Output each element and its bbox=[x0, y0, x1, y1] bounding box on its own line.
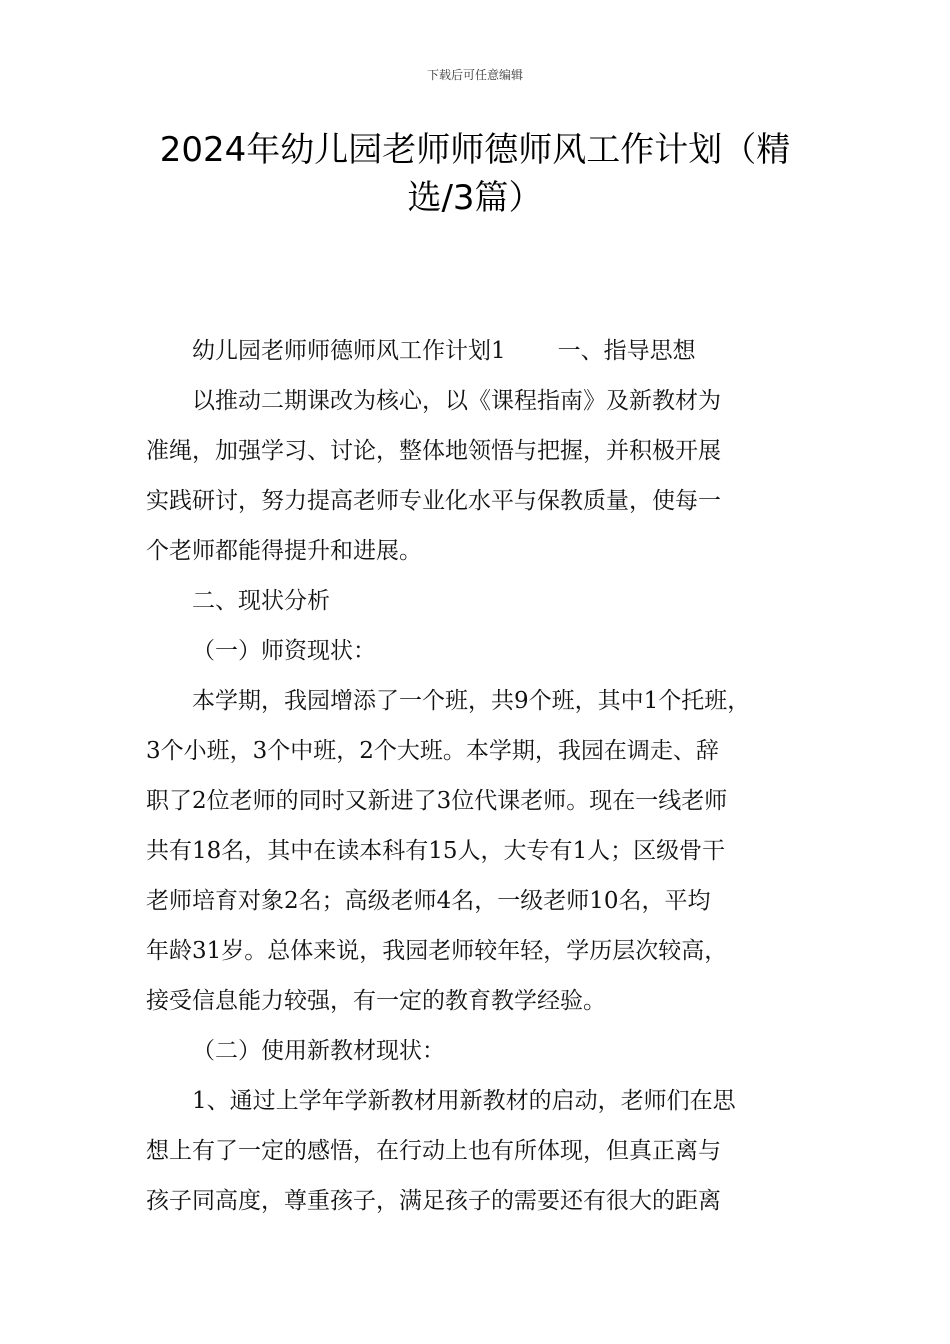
section-heading-row bbox=[146, 326, 816, 376]
title-line-1: 2024年幼儿园老师师德师风工作计划（精 bbox=[159, 130, 791, 170]
paragraph-1-line-3: 实践研讨，努力提高老师专业化水平与保教质量，使每一 bbox=[146, 488, 721, 514]
subheading-new-material-status: （二）使用新教材现状： bbox=[192, 1038, 445, 1064]
paragraph-2-line-5: 老师培育对象2名；高级老师4名，一级老师10名，平均 bbox=[146, 888, 711, 914]
paragraph-2-line-6: 年龄31岁。总体来说，我园老师较年轻，学历层次较高， bbox=[146, 938, 728, 964]
paragraph-1-line-2: 准绳，加强学习、讨论，整体地领悟与把握，并积极开展 bbox=[146, 438, 721, 464]
paragraph-2-line-4: 共有18名，其中在读本科有15人，大专有1人；区级骨干 bbox=[146, 838, 726, 864]
header-note: 下载后可任意编辑 bbox=[426, 68, 523, 82]
paragraph-1-line-4: 个老师都能得提升和进展。 bbox=[146, 538, 422, 564]
paragraph-2-line-3: 职了2位老师的同时又新进了3位代课老师。现在一线老师 bbox=[146, 788, 728, 814]
document-body bbox=[146, 326, 816, 1226]
section-heading: 幼儿园老师师德师风工作计划1 bbox=[192, 338, 506, 364]
paragraph-3-line-1: 1、通过上学年学新教材用新教材的启动，老师们在思 bbox=[192, 1088, 736, 1114]
document-title bbox=[140, 126, 810, 222]
paragraph-1-line-1: 以推动二期课改为核心，以《课程指南》及新教材为 bbox=[192, 388, 721, 414]
paragraph-3-line-3: 孩子同高度，尊重孩子，满足孩子的需要还有很大的距离 bbox=[146, 1188, 721, 1214]
subheading-teacher-status: （一）师资现状： bbox=[192, 638, 376, 664]
paragraph-3-line-2: 想上有了一定的感悟，在行动上也有所体现，但真正离与 bbox=[146, 1138, 721, 1164]
subheading-status-analysis: 二、现状分析 bbox=[192, 588, 330, 614]
paragraph-2-line-1: 本学期，我园增添了一个班，共9个班，其中1个托班， bbox=[192, 688, 751, 714]
paragraph-2-line-2: 3个小班，3个中班，2个大班。本学期，我园在调走、辞 bbox=[146, 738, 719, 764]
title-line-2: 选/3篇） bbox=[407, 178, 543, 218]
subheading-guiding-thought: 一、指导思想 bbox=[557, 338, 696, 364]
paragraph-2-line-7: 接受信息能力较强，有一定的教育教学经验。 bbox=[146, 988, 606, 1014]
